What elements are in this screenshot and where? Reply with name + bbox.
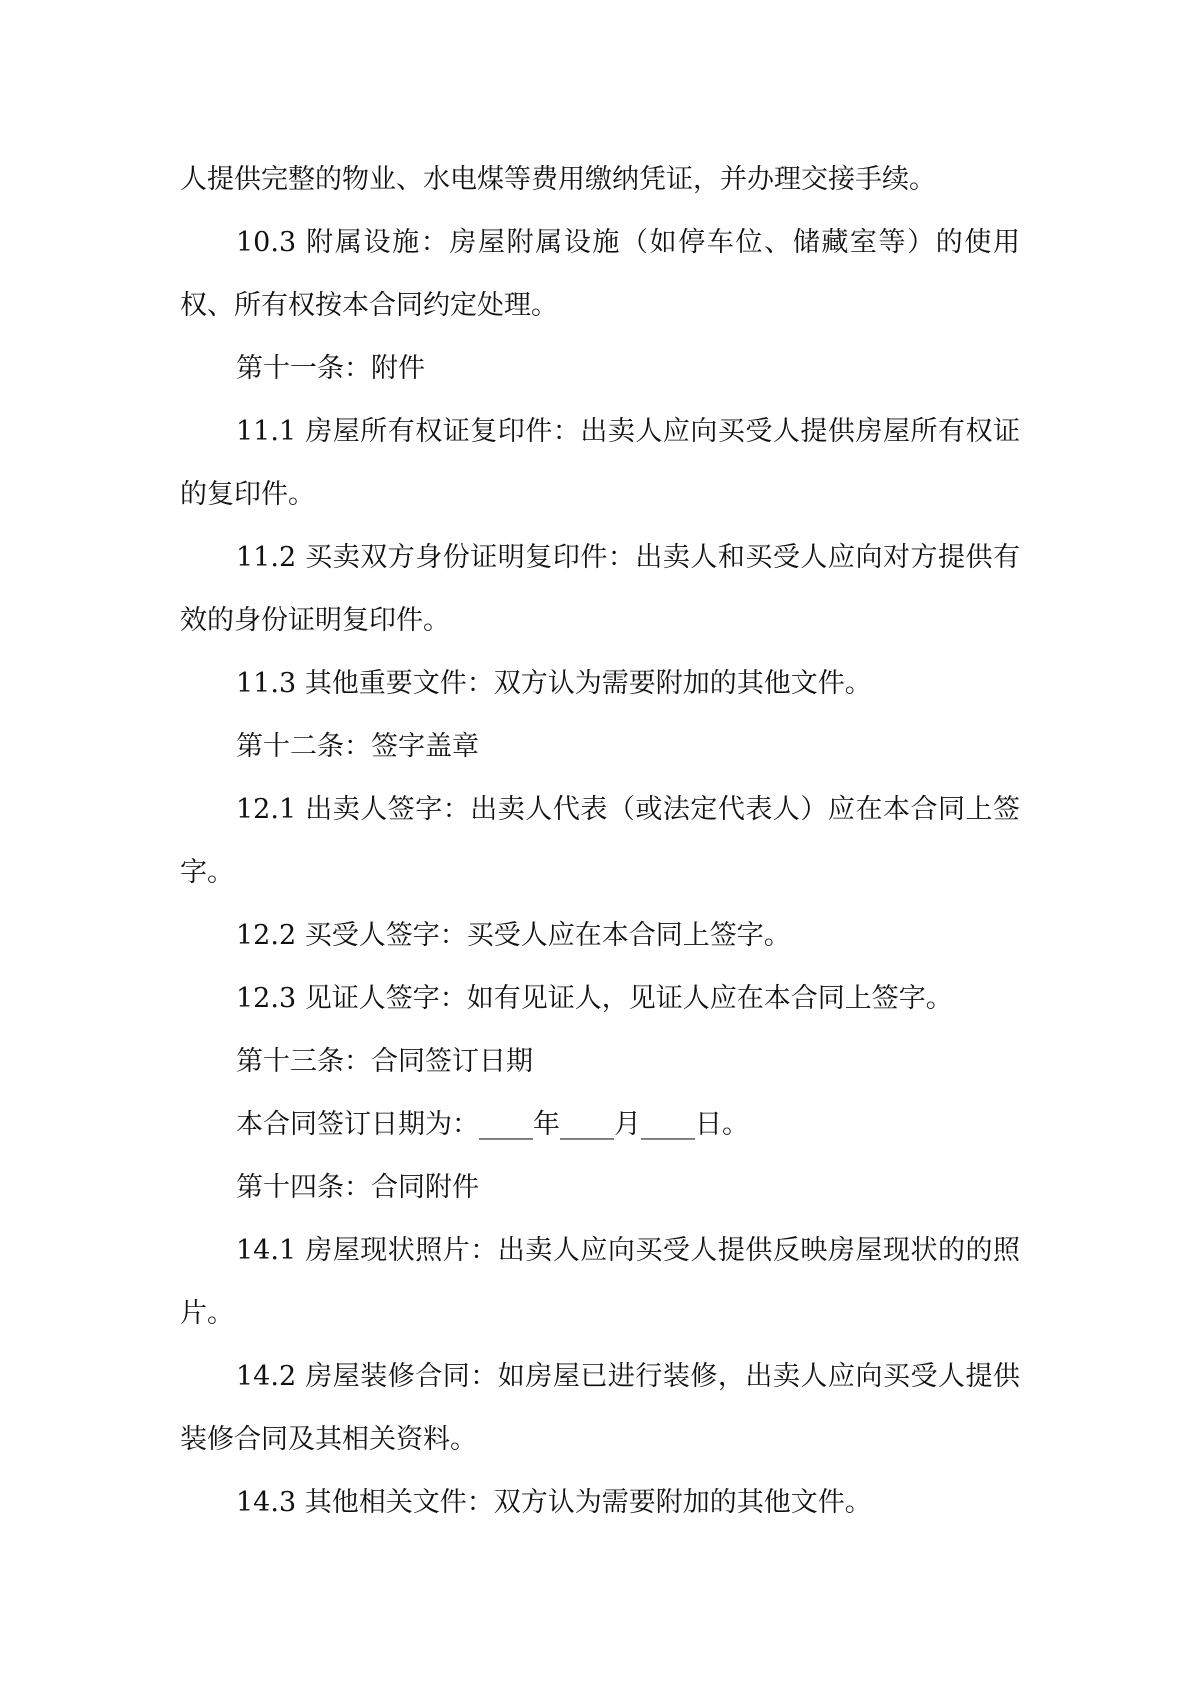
clause-12-1: 12.1 出卖人签字：出卖人代表（或法定代表人）应在本合同上签字。 bbox=[180, 794, 1020, 888]
signing-date-line: 本合同签订日期为：____年____月____日。 bbox=[236, 1109, 749, 1140]
clause-12-2: 12.2 买受人签字：买受人应在本合同上签字。 bbox=[236, 920, 791, 951]
paragraph-handover-continuation: 人提供完整的物业、水电煤等费用缴纳凭证，并办理交接手续。 bbox=[180, 164, 936, 195]
clause-14-2: 14.2 房屋装修合同：如房屋已进行装修，出卖人应向买受人提供装修合同及其相关资料。 bbox=[180, 1361, 1020, 1455]
clause-14-1: 14.1 房屋现状照片：出卖人应向买受人提供反映房屋现状的的照片。 bbox=[180, 1235, 1020, 1329]
clause-11-3: 11.3 其他重要文件：双方认为需要附加的其他文件。 bbox=[236, 668, 872, 699]
clause-11-2: 11.2 买卖双方身份证明复印件：出卖人和买受人应向对方提供有效的身份证明复印件。 bbox=[180, 542, 1020, 636]
article-12-heading: 第十二条：签字盖章 bbox=[236, 731, 479, 762]
article-11-heading: 第十一条：附件 bbox=[236, 353, 425, 384]
clause-12-3: 12.3 见证人签字：如有见证人，见证人应在本合同上签字。 bbox=[236, 983, 953, 1014]
article-13-heading: 第十三条：合同签订日期 bbox=[236, 1046, 533, 1077]
document-body bbox=[180, 148, 1020, 1534]
clause-14-3: 14.3 其他相关文件：双方认为需要附加的其他文件。 bbox=[236, 1487, 872, 1518]
clause-11-1: 11.1 房屋所有权证复印件：出卖人应向买受人提供房屋所有权证的复印件。 bbox=[180, 416, 1020, 510]
clause-10-3: 10.3 附属设施：房屋附属设施（如停车位、储藏室等）的使用权、所有权按本合同约定处理。 bbox=[180, 227, 1020, 321]
article-14-heading: 第十四条：合同附件 bbox=[236, 1172, 479, 1203]
